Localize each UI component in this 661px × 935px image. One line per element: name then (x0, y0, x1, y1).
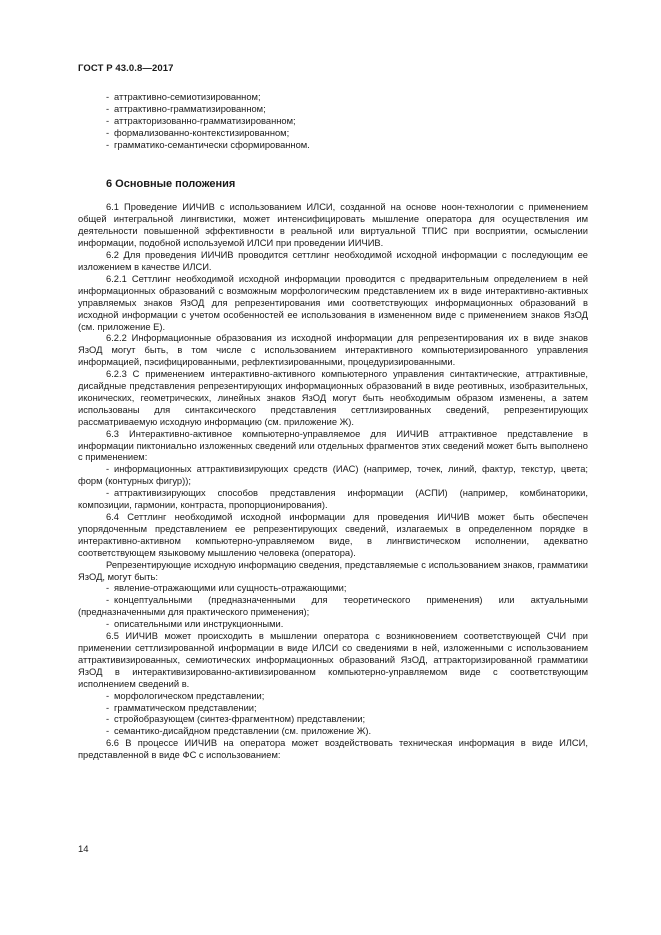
list-item: - описательными или инструкционными. (106, 619, 284, 630)
dash-marker: - (106, 139, 110, 150)
document-header: ГОСТ Р 43.0.8—2017 (78, 63, 174, 74)
list-item: - аттрактивно-грамматизированном; (106, 103, 266, 114)
paragraph-6-3: 6.3 Интерактивно-активное компьютерно-управляемое для ИИЧИВ аттрактивное представление в информации пиктониально изложенных сведений или отдельных фрагментов этих сведений может быть выполнено с применением: (78, 428, 588, 463)
paragraph-6-6: 6.6 В процессе ИИЧИВ на оператора может воздействовать техническая информация в виде ИЛСИ, представленной в виде ФС с использованием: (78, 738, 588, 761)
dash-marker: - (106, 583, 110, 594)
list-item: - явление-отражающими или сущность-отражающими; (106, 583, 347, 594)
page-body (78, 92, 588, 762)
list-item: - формализованно-контекстизированном; (106, 127, 290, 138)
list-item: - аттракторизованно-грамматизированном; (106, 115, 296, 126)
list-item: - морфологическом представлении; (106, 690, 265, 701)
dash-marker: - (106, 702, 110, 713)
paragraph-6-2-1: 6.2.1 Сеттлинг необходимой исходной информации проводится с предварительным определением в ней информационных образований с возможным морфологическим представлением их в виде интерактивно-активных управляемых знаков ЯзОД для репрезентирования ими соответствующих информационных образований в исходной информации с учетом особенностей ее использования в измененном виде с применением знаков ЯзОД (см. приложение Е). (78, 273, 588, 332)
dash-marker: - (106, 619, 110, 630)
list-item: - семантико-дисайдном представлении (см. приложение Ж). (106, 726, 372, 737)
intro-bullet-list (78, 92, 588, 152)
list-item: - концептуальными (предназначенными для теоретического применения) или актуальными (предназначенными для практического применения); (78, 595, 588, 618)
paragraph-6-4: 6.4 Сеттлинг необходимой исходной информации для проведения ИИЧИВ может быть обеспечен упорядоченным представлением ее репрезентирующих сведений, излагаемых в определенном порядке в интерактивно-активном компьютерно-управляемом виде, в лингвистическом исполнении, адекватно соответствующем языковому мышлению человека (оператора). (78, 512, 588, 558)
paragraph-6-5: 6.5 ИИЧИВ может происходить в мышлении оператора с возникновением соответствующей СЧИ при применении сеттлизированной информации в виде ИЛСИ со сведениями в ней, изложенными с использованием аттрактивизированных, семиотических информационных образований ЯзОД, аттракторизированной грамматики ЯзОД в интерактивизированно-активизированном компьютерно-управляемом виде с соответствующим исполнением сведений в. (78, 631, 588, 689)
paragraph-representing: Репрезентирующие исходную информацию сведения, представляемые с использованием знаков, грамматики ЯзОД, могут быть: (78, 559, 588, 582)
paragraph-6-2: 6.2 Для проведения ИИЧИВ проводится сеттлинг необходимой исходной информации с последующим ее изложением в качестве ИЛСИ. (78, 250, 588, 272)
paragraph-6-1: 6.1 Проведение ИИЧИВ с использованием ИЛСИ, созданной на основе ноон-технологии с применением общей интегральной лингвистики, может интенсифицировать мышление оператора для осуществления им деятельности повышенной эффективности в реальной или виртуальной ТПИС при восприятии, осмыслении информации, подобной используемой ИЛСИ при проведении ИИЧИВ. (78, 202, 588, 249)
page-number: 14 (78, 844, 89, 855)
list-item: - аттрактивизирующих способов представления информации (АСПИ) (например, комбинаторики, композиции, гармонии, контраста, пропорционирования). (78, 488, 588, 511)
dash-marker: - (106, 726, 110, 737)
dash-marker: - (106, 103, 110, 114)
list-item: - стройобразующем (синтез-фрагментном) представлении; (106, 714, 366, 725)
list-item: - грамматико-семантически сформированном. (106, 139, 310, 150)
dash-marker: - (106, 488, 110, 499)
dash-marker: - (106, 127, 110, 138)
dash-marker: - (106, 115, 110, 126)
paragraph-6-2-2: 6.2.2 Информационные образования из исходной информации для репрезентирования их в виде знаков ЯзОД могут быть, в том числе с использованием интерактивного компьютеризированного управления информацией, пэсифицированными, рефлектизированными, процедуризированными. (78, 333, 588, 368)
dash-marker: - (106, 92, 110, 102)
dash-marker: - (106, 714, 110, 725)
dash-marker: - (106, 690, 110, 701)
list-item: - грамматическом представлении; (106, 702, 257, 713)
dash-marker: - (106, 595, 110, 606)
paragraph-6-2-3: 6.2.3 С применением интерактивно-активного компьютерного управления синтактические, аттрактивные, дисайдные представления репрезентирующих информационных образований в виде реотивных, изобразительных, иконических, геометрических, линейных знаков ЯзОД могут быть необходимым образом изменены, а затем использованы для синтаксического представления сеттлизированных сведений, репрезентирующих рассматриваемую исходную информацию (см. приложение Ж). (78, 369, 588, 427)
dash-marker: - (106, 464, 110, 475)
list-item: - информационных аттрактивизирующих средств (ИАС) (например, точек, линий, фактур, текстур, цвета; форм (контурных фигур)); (78, 464, 588, 487)
list-item: - аттрактивно-семиотизированном; (106, 92, 261, 102)
section-title: 6 Основные положения (106, 177, 236, 190)
